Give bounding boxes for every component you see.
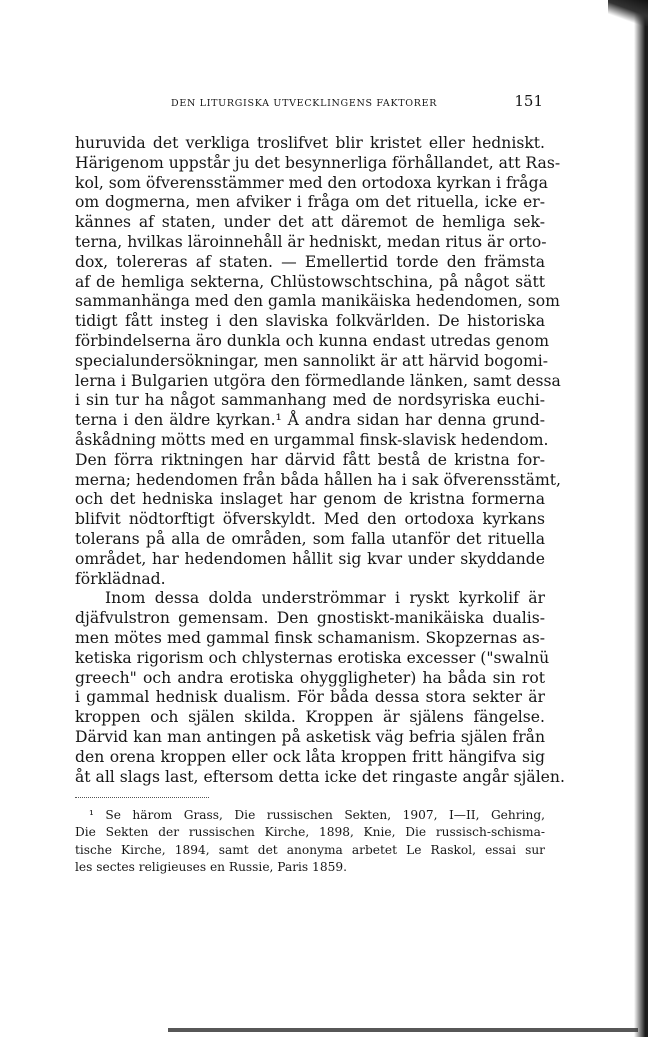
text-line: Därvid kan man antingen på asketisk väg befria själen från [75,727,545,746]
text-line: kroppen och själen skilda. Kroppen är själens fängelse. [75,708,545,727]
text-line: djäfvulstron gemensam. Den gnostiskt-manikäiska dualis- [75,609,545,628]
text-line: huruvida det verkliga troslifvet blir kristet eller hedniskt. [75,134,545,152]
text-line: Den förra riktningen har därvid fått bestå de kristna for- [75,450,545,469]
page-bottom-edge [168,1028,638,1032]
footnote-line: les sectes religieuses en Russie, Paris 1859. [75,859,347,874]
text-line: sammanhänga med den gamla manikäiska hedendomen, som [75,292,560,311]
page-header [75,90,545,112]
text-line: tidigt fått insteg i den slaviska folkvärlden. De historiska [75,312,545,331]
text-line: blifvit nödtorftigt öfverskyldt. Med den ortodoxa kyrkans [75,510,545,529]
text-line: förklädnad. [75,569,166,588]
text-line: om dogmerna, men afviker i fråga om det rituella, icke er- [75,193,545,212]
text-line: åskådning mötts med en urgammal finsk-slavisk hedendom. [75,430,549,449]
text-line: och det hedniska inslaget har genom de kristna formerna [75,490,545,509]
text-line: den orena kroppen eller ock låta kroppen fritt hängifva sig [75,747,545,766]
text-line: specialundersökningar, men sannolikt är att härvid bogomi- [75,351,549,370]
text-line: af de hemliga sekterna, Chlüstowschtschina, på något sätt [75,272,545,291]
footnote-line: tische Kirche, 1894, samt det anonyma arbetet Le Raskol, essai sur [75,842,545,857]
paragraph-start-line: Inom dessa dolda underströmmar i ryskt kyrkolif är [105,589,545,608]
text-line: ketiska rigorism och chlysternas erotiska excesser ("swalnü [75,648,550,667]
footnote-line: ¹ Se härom Grass, Die russischen Sekten, 1907, I—II, Gehring, [89,808,545,823]
text-line: kännes af staten, under det att däremot de hemliga sek- [75,213,545,232]
running-title: DEN LITURGISKA UTVECKLINGENS FAKTORER [171,98,438,109]
text-line: terna, hvilkas läroinnehåll är hedniskt, medan ritus är orto- [75,232,547,251]
text-line: området, har hedendomen hållit sig kvar under skyddande [75,549,545,568]
footnotes [75,807,545,876]
text-line: merna; hedendomen från båda hållen ha i sak öfverensstämt, [75,470,561,489]
text-line: dox, tolereras af staten. — Emellertid torde den främsta [75,252,545,271]
text-line: kol, som öfverensstämmer med den ortodoxa kyrkan i fråga [75,173,548,192]
text-line: Härigenom uppstår ju det besynnerliga förhållandet, att Ras- [75,153,561,172]
footnote-line: Die Sekten der russischen Kirche, 1898, Knie, Die russisch-schisma- [75,825,545,840]
text-line: i sin tur ha något sammanhang med de nordsyriska euchi- [75,391,545,410]
body-text [75,134,565,787]
page-corner-shadow [608,0,648,26]
footnote-rule [75,797,209,798]
text-line: lerna i Bulgarien utgöra den förmedlande länken, samt dessa [75,371,561,390]
text-line: greech" och andra erotiska ohyggligheter) ha båda sin rot [75,668,545,687]
page-number: 151 [514,92,543,110]
text-line: tolerans på alla de områden, som falla utanför det rituella [75,529,545,548]
text-line: terna i den äldre kyrkan.¹ Å andra sidan har denna grund- [75,411,545,430]
text-line: i gammal hednisk dualism. För båda dessa stora sekter är [75,688,545,707]
text-line: åt all slags last, eftersom detta icke det ringaste angår själen. [75,767,565,786]
text-line: förbindelserna äro dunkla och kunna endast utredas genom [75,331,550,350]
page-edge-shadow [634,0,648,1037]
book-page [75,90,565,876]
text-line: men mötes med gammal finsk schamanism. Skopzernas as- [75,628,545,647]
